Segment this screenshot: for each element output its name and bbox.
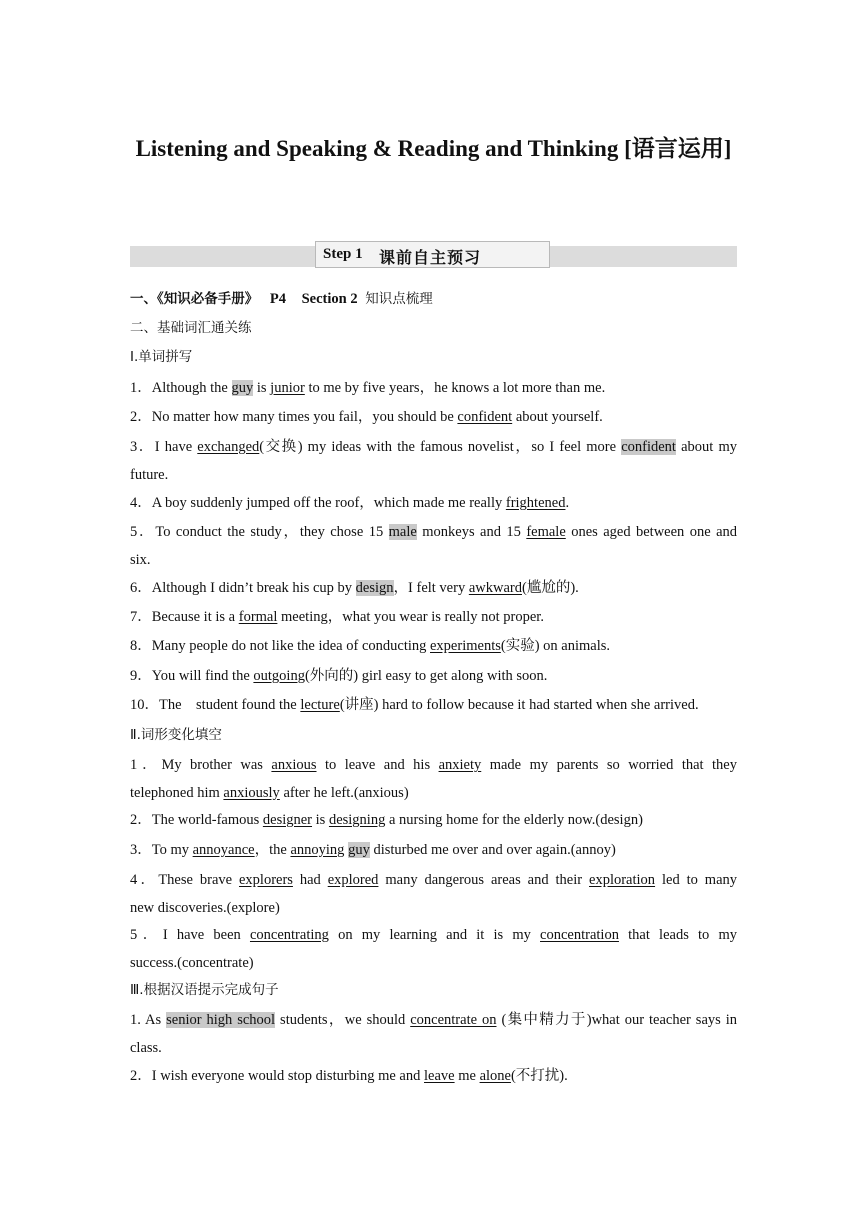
answer-blank: exploration xyxy=(589,872,656,888)
list-item: 4．A boy suddenly jumped off the roof，which made me really frightened. xyxy=(130,495,570,511)
step-banner xyxy=(315,241,550,268)
answer-blank: anxious xyxy=(271,757,317,773)
list-item: 3．I have exchanged(交换) my ideas with the famous novelist，so I feel more confident about my xyxy=(130,439,737,455)
answer-blank: designing xyxy=(328,812,386,828)
list-item-continuation: future. xyxy=(130,467,169,483)
answer-blank: formal xyxy=(238,609,278,625)
answer-blank: female xyxy=(526,524,566,540)
step-title: 课前自主预习 xyxy=(379,248,482,267)
answer-blank: experiments xyxy=(430,638,501,654)
answer-blank: confident xyxy=(457,409,513,425)
list-item-continuation: class. xyxy=(130,1040,162,1056)
list-item: 2．No matter how many times you fail，you should be confident about yourself. xyxy=(130,409,603,425)
answer-blank: explored xyxy=(327,872,379,888)
answer-blank: annoyance xyxy=(192,842,255,858)
step-label: Step 1 xyxy=(323,246,363,262)
answer-blank: outgoing xyxy=(253,668,305,684)
list-item: 2．The world-famous designer is designing a nursing home for the elderly now.(design) xyxy=(130,812,643,828)
page-title: Listening and Speaking & Reading and Thinking [语言运用] xyxy=(135,136,732,161)
list-item-continuation: success.(concentrate) xyxy=(130,955,254,971)
answer-blank: exchanged xyxy=(197,439,260,455)
answer-blank: concentrating xyxy=(249,927,329,943)
answer-blank: concentrate on xyxy=(410,1012,497,1028)
list-item-continuation: telephoned him anxiously after he left.(anxious) xyxy=(130,785,409,801)
section-heading-translation: Ⅲ.根据汉语提示完成句子 xyxy=(130,982,279,998)
list-item: 3．To my annoyance，the annoying guy disturbed me over and over again.(annoy) xyxy=(130,842,616,858)
list-item: 6．Although I didn’t break his cup by design，I felt very awkward(尴尬的). xyxy=(130,580,579,596)
list-item-continuation: six. xyxy=(130,552,151,568)
answer-blank: leave xyxy=(424,1068,455,1084)
answer-blank: alone xyxy=(479,1068,511,1084)
answer-blank: anxiety xyxy=(438,757,482,773)
list-item: 7．Because it is a formal meeting，what you wear is really not proper. xyxy=(130,609,544,625)
list-item: 9．You will find the outgoing(外向的) girl easy to get along with soon. xyxy=(130,668,548,684)
answer-blank: annoying xyxy=(290,842,345,858)
list-item-continuation: new discoveries.(explore) xyxy=(130,900,280,916)
answer-blank: awkward xyxy=(468,580,522,596)
heading-vocab-practice: 二、基础词汇通关练 xyxy=(130,320,252,336)
list-item: 1. As senior high school students，we should concentrate on (集中精力于)what our teacher says in xyxy=(130,1012,737,1028)
list-item: 2．I wish everyone would stop disturbing me and leave me alone(不打扰). xyxy=(130,1068,568,1084)
answer-blank: explorers xyxy=(238,872,293,888)
list-item: 1．Although the guy is junior to me by five years，he knows a lot more than me. xyxy=(130,380,606,396)
answer-blank: junior xyxy=(270,380,305,396)
list-item: 10．The student found the lecture(讲座) hard to follow because it had started when she arrived. xyxy=(130,697,699,713)
list-item: 4．These brave explorers had explored many dangerous areas and their exploration led to many xyxy=(130,872,738,888)
answer-blank: designer xyxy=(262,812,313,828)
list-item: 5．To conduct the study，they chose 15 male monkeys and 15 female ones aged between one and xyxy=(130,524,738,540)
answer-blank: frightened xyxy=(505,495,566,511)
list-item: 8．Many people do not like the idea of conducting experiments(实验) on animals. xyxy=(130,638,611,654)
list-item: 1．My brother was anxious to leave and his anxiety made my parents so worried that they xyxy=(130,757,737,773)
answer-blank: anxiously xyxy=(223,785,280,801)
answer-blank: lecture xyxy=(300,697,340,713)
answer-blank: concentration xyxy=(540,927,619,943)
list-item: 5．I have been concentrating on my learning and it is my concentration that leads to my xyxy=(130,927,738,943)
section-heading-spelling: Ⅰ.单词拼写 xyxy=(130,349,193,365)
section-heading-word-forms: Ⅱ.词形变化填空 xyxy=(130,727,222,743)
heading-handbook: 一、《知识必备手册》 P4 Section 2 知识点梳理 xyxy=(130,291,433,307)
